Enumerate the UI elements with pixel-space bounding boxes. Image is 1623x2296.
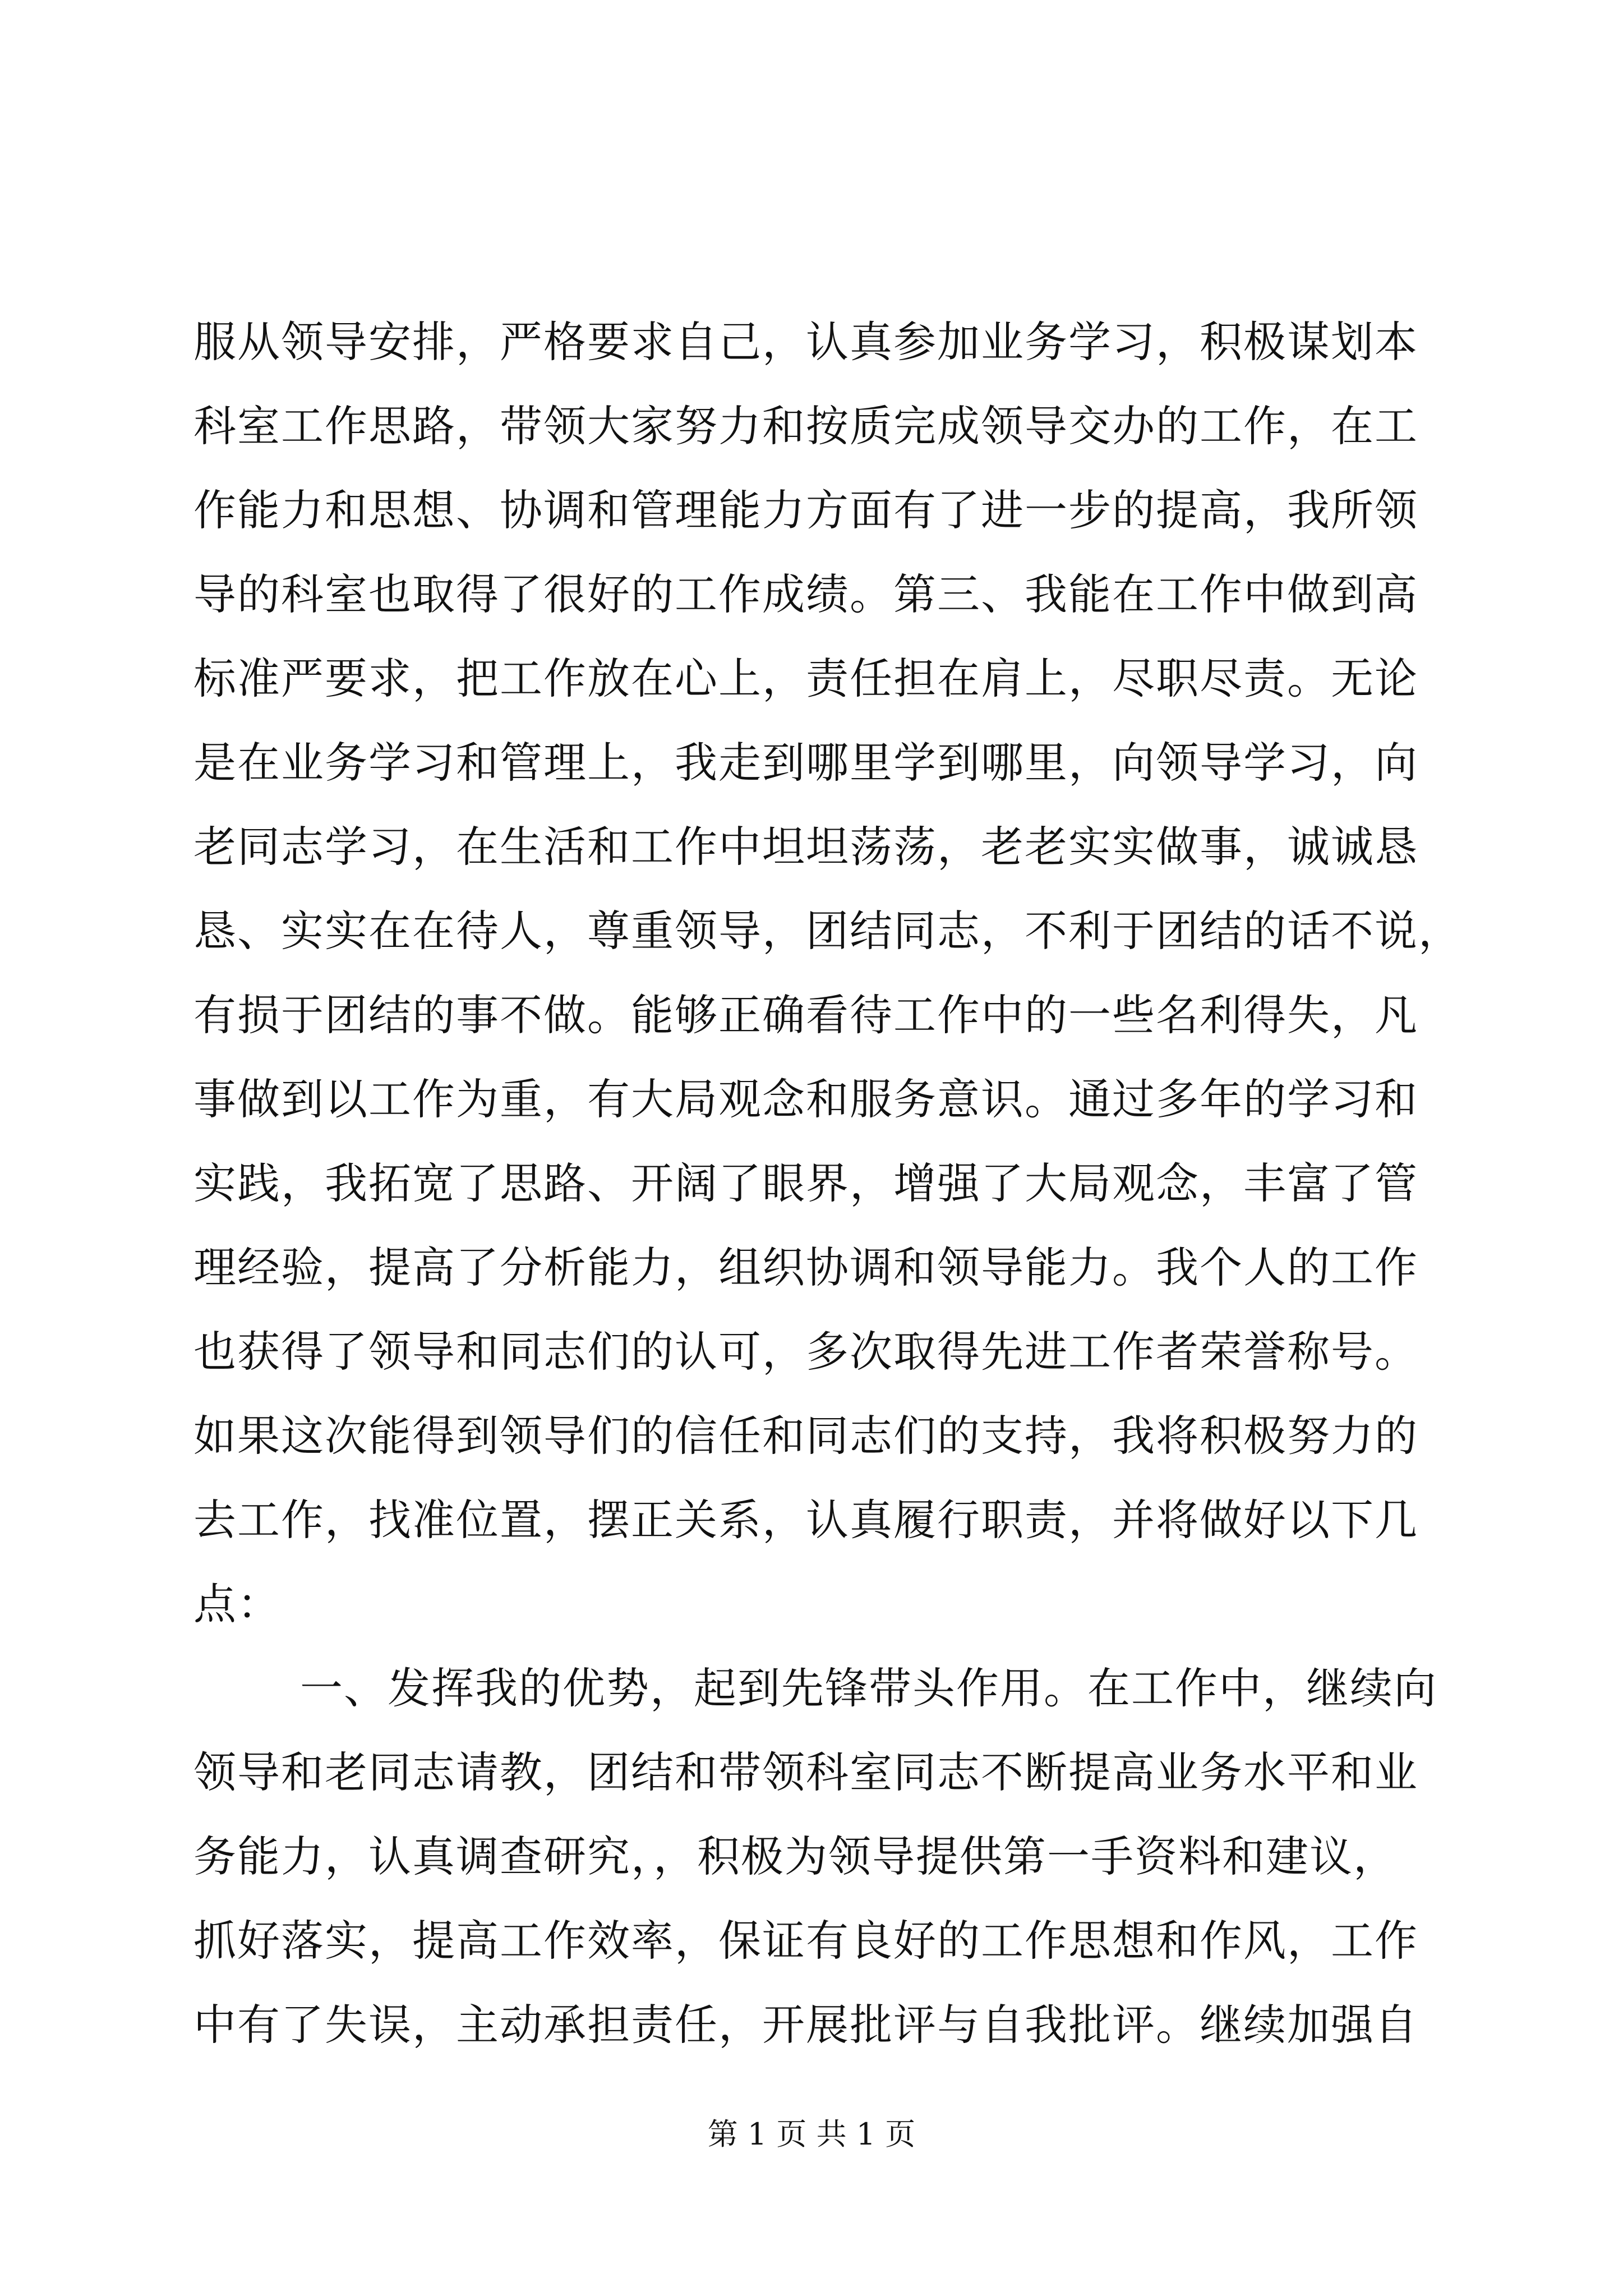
text-line: 导的科室也取得了很好的工作成绩。第三、我能在工作中做到高	[193, 569, 1418, 619]
text-line: 事做到以工作为重，有大局观念和服务意识。通过多年的学习和	[193, 1074, 1418, 1124]
text-line: 作能力和思想、协调和管理能力方面有了进一步的提高，我所领	[193, 485, 1418, 535]
text-line: 实践，我拓宽了思路、开阔了眼界，增强了大局观念，丰富了管	[193, 1158, 1418, 1208]
page-footer: 第 1 页 共 1 页	[707, 2116, 916, 2152]
body-text	[193, 300, 1462, 2067]
text-line: 有损于团结的事不做。能够正确看待工作中的一些名利得失，凡	[193, 990, 1418, 1040]
text-line: 标准严要求，把工作放在心上，责任担在肩上，尽职尽责。无论	[193, 654, 1418, 703]
text-line: 抓好落实，提高工作效率，保证有良好的工作思想和作风，工作	[193, 1916, 1418, 1966]
text-line: 理经验，提高了分析能力，组织协调和领导能力。我个人的工作	[193, 1243, 1418, 1292]
text-line: 去工作，找准位置，摆正关系，认真履行职责，并将做好以下几	[193, 1495, 1418, 1545]
text-line: 服从领导安排，严格要求自己，认真参加业务学习，积极谋划本	[193, 317, 1418, 367]
text-line: 也获得了领导和同志们的认可，多次取得先进工作者荣誉称号。	[193, 1327, 1418, 1377]
text-line: 老同志学习，在生活和工作中坦坦荡荡，老老实实做事，诚诚恳	[193, 822, 1418, 872]
text-line: 务能力，认真调查研究，，积极为领导提供第一手资料和建议，	[193, 1832, 1397, 1881]
text-line: 恳、实实在在待人，尊重领导，团结同志，不利于团结的话不说，	[193, 906, 1462, 956]
text-line: 是在业务学习和管理上，我走到哪里学到哪里，向领导学习，向	[193, 738, 1418, 788]
text-line: 如果这次能得到领导们的信任和同志们的支持，我将积极努力的	[193, 1411, 1418, 1461]
text-line: 点：	[193, 1579, 281, 1629]
text-line: 中有了失误，主动承担责任，开展批评与自我批评。继续加强自	[193, 2000, 1418, 2050]
paragraph-start-line: 一、发挥我的优势，起到先锋带头作用。在工作中，继续向	[300, 1663, 1437, 1713]
text-line: 领导和老同志请教，团结和带领科室同志不断提高业务水平和业	[193, 1747, 1418, 1797]
text-line: 科室工作思路，带领大家努力和按质完成领导交办的工作，在工	[193, 401, 1418, 451]
